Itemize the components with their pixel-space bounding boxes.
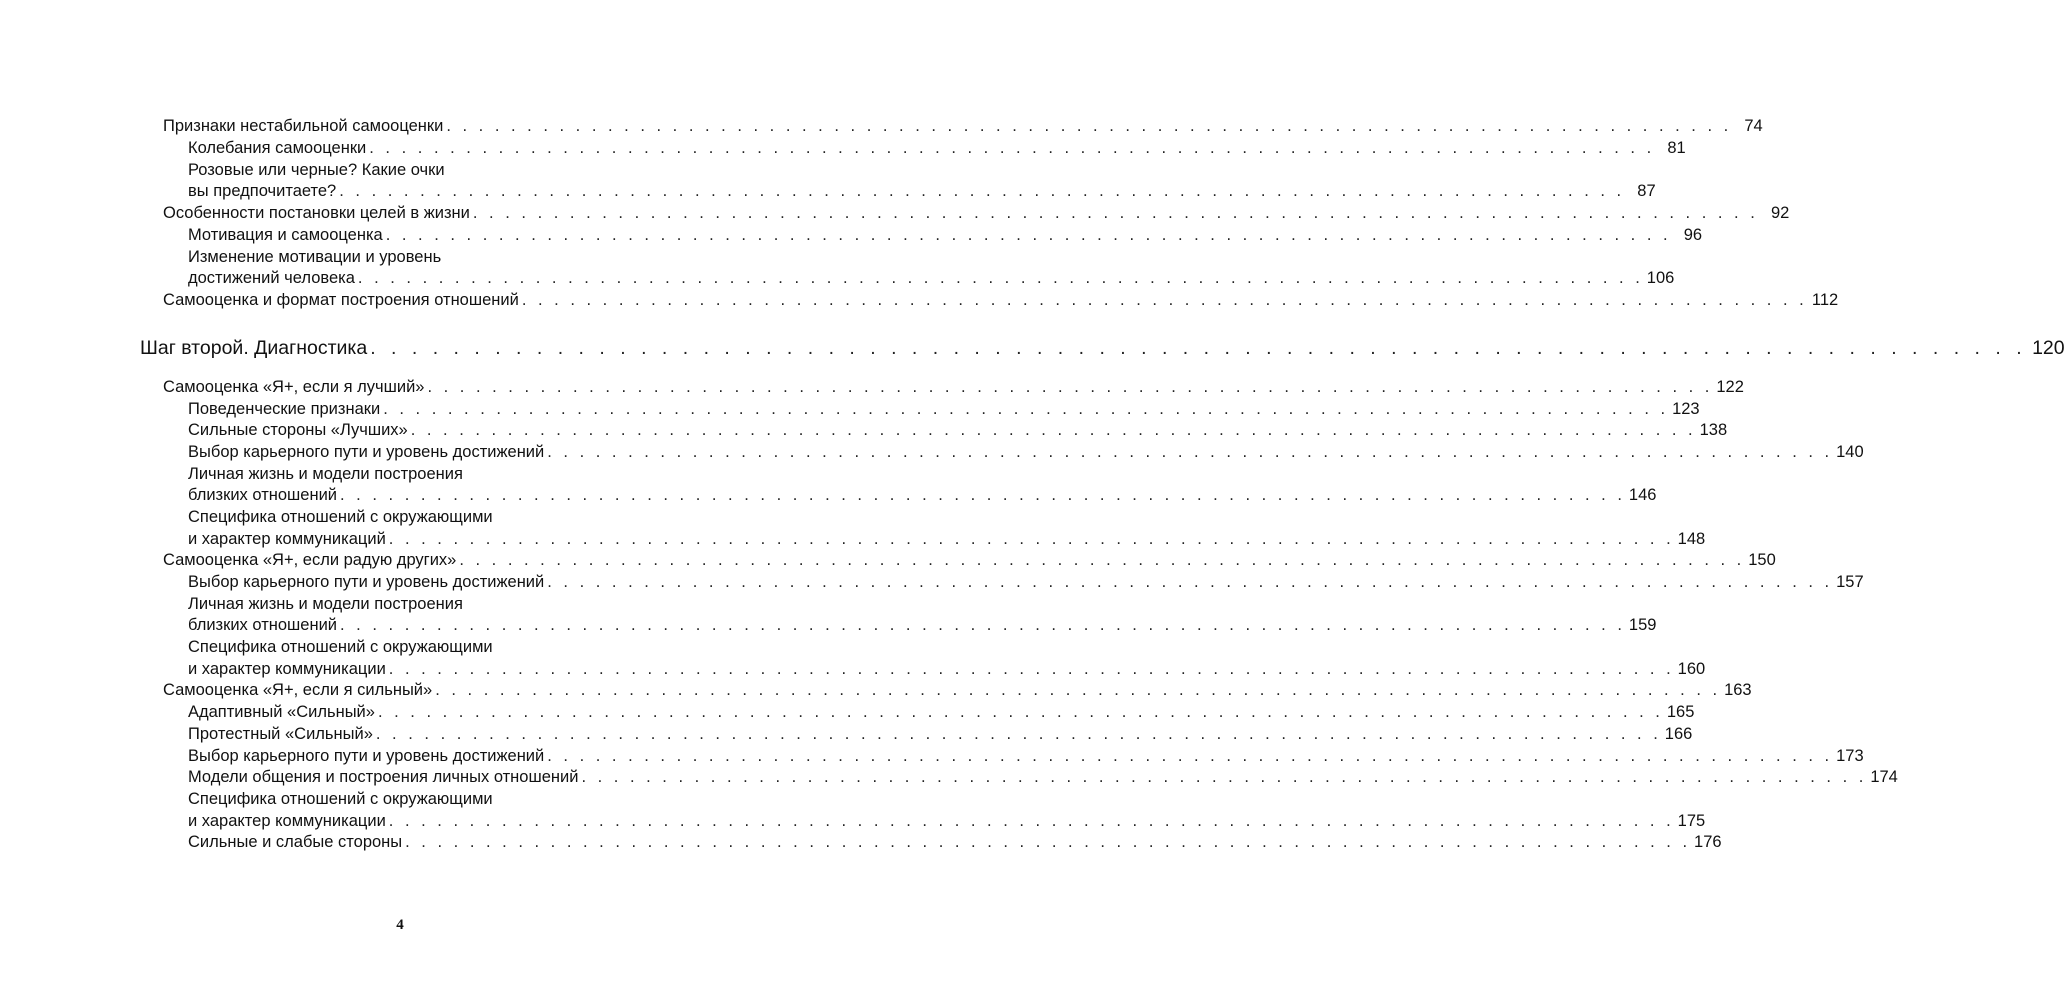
dot-leader: . . . . . . . . . . . . . . . . . . . . . . . . . . . . . . . . . . . . . . . . . . . . . . . . . . . . . . . . . . . . . . . . . . . . . . . . . . . . . . . . bbox=[370, 337, 2027, 359]
dot-leader: . . . . . . . . . . . . . . . . . . . . . . . . . . . . . . . . . . . . . . . . . . . . . . . . . . . . . . . . . . . . . . . . . . . . . . . . . . . . . . . . bbox=[547, 443, 1833, 461]
toc-entry bbox=[188, 247, 691, 267]
toc-entry-title: Специфика отношений с окружающими bbox=[188, 638, 493, 656]
toc-entry bbox=[163, 116, 1763, 136]
toc-entry-title: Выбор карьерного пути и уровень достижений bbox=[188, 747, 545, 765]
toc-entry-title: Особенности постановки целей в жизни bbox=[163, 204, 470, 222]
toc-entry bbox=[188, 138, 1686, 158]
toc-entry-page: 87 bbox=[1637, 182, 1656, 200]
dot-leader: . . . . . . . . . . . . . . . . . . . . . . . . . . . . . . . . . . . . . . . . . . . . . . . . . . . . . . . . . . . . . . . . . . . . . . . . . . . . . . . . bbox=[581, 768, 1867, 786]
toc-entry-title: и характер коммуникации bbox=[188, 812, 386, 830]
toc-entry bbox=[188, 746, 1864, 766]
toc-entry bbox=[188, 420, 1728, 440]
dot-leader: . . . . . . . . . . . . . . . . . . . . . . . . . . . . . . . . . . . . . . . . . . . . . . . . . . . . . . . . . . . . . . . . . . . . . . . . . . . . . . . . bbox=[383, 400, 1669, 418]
toc-entry-title: Шаг второй. Диагностика bbox=[140, 337, 368, 359]
toc-entry-title: вы предпочитаете? bbox=[188, 182, 337, 200]
dot-leader: . . . . . . . . . . . . . . . . . . . . . . . . . . . . . . . . . . . . . . . . . . . . . . . . . . . . . . . . . . . . . . . . . . . . . . . . . . . . . . . . bbox=[435, 681, 1721, 699]
toc-entry-page: 160 bbox=[1677, 660, 1706, 678]
dot-leader: . . . . . . . . . . . . . . . . . . . . . . . . . . . . . . . . . . . . . . . . . . . . . . . . . . . . . . . . . . . . . . . . . . . . . . . . . . . . . . . . bbox=[388, 530, 1675, 548]
dot-leader: . . . . . . . . . . . . . . . . . . . . . . . . . . . . . . . . . . . . . . . . . . . . . . . . . . . . . . . . . . . . . . . . . . . . . . . . . . . . . . . . bbox=[427, 378, 1713, 396]
toc-entry bbox=[188, 225, 1703, 245]
toc-entry-page: 148 bbox=[1677, 530, 1706, 548]
dot-leader: . . . . . . . . . . . . . . . . . . . . . . . . . . . . . . . . . . . . . . . . . . . . . . . . . . . . . . . . . . . . . . . . . . . . . . . . . . . . . . . . bbox=[369, 139, 1655, 157]
toc-entry bbox=[188, 160, 691, 180]
toc-entry-page: 140 bbox=[1836, 443, 1864, 461]
toc-entry bbox=[188, 659, 1706, 679]
toc-entry-title: Мотивация и самооценка bbox=[188, 226, 383, 244]
dot-leader: . . . . . . . . . . . . . . . . . . . . . . . . . . . . . . . . . . . . . . . . . . . . . . . . . . . . . . . . . . . . . . . . . . . . . . . . . . . . . . . . bbox=[375, 725, 1662, 743]
toc-entry bbox=[188, 832, 1722, 852]
toc-entry bbox=[188, 464, 691, 484]
toc-entry-page: 159 bbox=[1628, 616, 1657, 634]
toc-entry-page: 123 bbox=[1672, 400, 1700, 418]
toc-entry bbox=[188, 485, 1657, 505]
dot-leader: . . . . . . . . . . . . . . . . . . . . . . . . . . . . . . . . . . . . . . . . . . . . . . . . . . . . . . . . . . . . . . . . . . . . . . . . . . . . . . . . bbox=[339, 182, 1625, 200]
toc-entry bbox=[188, 637, 691, 657]
toc-entry-page: 112 bbox=[1811, 291, 1839, 309]
toc-entry-title: Самооценка «Я+, если я лучший» bbox=[163, 378, 425, 396]
toc-entry-page: 106 bbox=[1646, 269, 1675, 287]
toc-entry-title: Изменение мотивации и уровень bbox=[188, 248, 442, 266]
toc-entry-page: 96 bbox=[1683, 226, 1703, 244]
toc-entry-title: Специфика отношений с окружающими bbox=[188, 508, 493, 526]
toc-entry-title: Протестный «Сильный» bbox=[188, 725, 373, 743]
toc-entry bbox=[188, 789, 691, 809]
toc-entry-title: Сильные и слабые стороны bbox=[188, 833, 403, 851]
dot-leader: . . . . . . . . . . . . . . . . . . . . . . . . . . . . . . . . . . . . . . . . . . . . . . . . . . . . . . . . . . . . . . . . . . . . . . . . . . . . . . . . bbox=[340, 616, 1626, 634]
toc-entry bbox=[188, 594, 691, 614]
toc-entry-title: близких отношений bbox=[188, 616, 338, 634]
toc-entry-title: близких отношений bbox=[188, 486, 338, 504]
toc-entry bbox=[163, 290, 1839, 310]
toc-entry-title: и характер коммуникации bbox=[188, 660, 386, 678]
toc-entry bbox=[163, 377, 1744, 397]
toc-entry-page: 163 bbox=[1724, 681, 1752, 699]
dot-leader: . . . . . . . . . . . . . . . . . . . . . . . . . . . . . . . . . . . . . . . . . . . . . . . . . . . . . . . . . . . . . . . . . . . . . . . . . . . . . . . . bbox=[521, 291, 1808, 309]
toc-entry-page: 176 bbox=[1694, 833, 1722, 851]
toc-entry-title: Поведенческие признаки bbox=[188, 400, 381, 418]
dot-leader: . . . . . . . . . . . . . . . . . . . . . . . . . . . . . . . . . . . . . . . . . . . . . . . . . . . . . . . . . . . . . . . . . . . . . . . . . . . . . . . . bbox=[410, 421, 1697, 439]
dot-leader: . . . . . . . . . . . . . . . . . . . . . . . . . . . . . . . . . . . . . . . . . . . . . . . . . . . . . . . . . . . . . . . . . . . . . . . . . . . . . . . . bbox=[472, 204, 1759, 222]
toc-entry-page: 122 bbox=[1716, 378, 1744, 396]
dot-leader: . . . . . . . . . . . . . . . . . . . . . . . . . . . . . . . . . . . . . . . . . . . . . . . . . . . . . . . . . . . . . . . . . . . . . . . . . . . . . . . . bbox=[547, 573, 1833, 591]
toc-entry-page: 150 bbox=[1748, 551, 1776, 569]
dot-leader: . . . . . . . . . . . . . . . . . . . . . . . . . . . . . . . . . . . . . . . . . . . . . . . . . . . . . . . . . . . . . . . . . . . . . . . . . . . . . . . . bbox=[385, 226, 1672, 244]
toc-entry-title: Сильные стороны «Лучших» bbox=[188, 421, 408, 439]
toc-entry bbox=[163, 680, 1752, 700]
toc-entry-page: 92 bbox=[1770, 204, 1790, 222]
dot-leader: . . . . . . . . . . . . . . . . . . . . . . . . . . . . . . . . . . . . . . . . . . . . . . . . . . . . . . . . . . . . . . . . . . . . . . . . . . . . . . . . bbox=[547, 747, 1833, 765]
toc-entry-page: 165 bbox=[1666, 703, 1695, 721]
toc-entry-page: 146 bbox=[1628, 486, 1657, 504]
toc-entry-title: Самооценка «Я+, если радую других» bbox=[163, 551, 457, 569]
dot-leader: . . . . . . . . . . . . . . . . . . . . . . . . . . . . . . . . . . . . . . . . . . . . . . . . . . . . . . . . . . . . . . . . . . . . . . . . . . . . . . . . bbox=[340, 486, 1626, 504]
toc-entry-page: 138 bbox=[1699, 421, 1728, 439]
toc-entry bbox=[163, 203, 1790, 223]
toc-entry bbox=[163, 550, 1776, 570]
dot-leader: . . . . . . . . . . . . . . . . . . . . . . . . . . . . . . . . . . . . . . . . . . . . . . . . . . . . . . . . . . . . . . . . . . . . . . . . . . . . . . . . bbox=[405, 833, 1691, 851]
toc-entry-title: Выбор карьерного пути и уровень достижений bbox=[188, 573, 545, 591]
toc-entry-page: 175 bbox=[1677, 812, 1706, 830]
toc-entry-title: Модели общения и построения личных отношений bbox=[188, 768, 579, 786]
toc-entry-title: Личная жизнь и модели построения bbox=[188, 465, 463, 483]
dot-leader: . . . . . . . . . . . . . . . . . . . . . . . . . . . . . . . . . . . . . . . . . . . . . . . . . . . . . . . . . . . . . . . . . . . . . . . . . . . . . . . . bbox=[446, 117, 1732, 135]
toc-entry-title: Самооценка «Я+, если я сильный» bbox=[163, 681, 433, 699]
toc-entry bbox=[188, 767, 1898, 787]
toc-entry-page: 120 bbox=[2032, 337, 2065, 359]
toc-entry bbox=[188, 702, 1695, 722]
toc-entry-page: 157 bbox=[1836, 573, 1864, 591]
toc-entry bbox=[188, 268, 1675, 288]
toc-entry bbox=[188, 615, 1657, 635]
toc-entry-page: 174 bbox=[1870, 768, 1898, 786]
toc-entry bbox=[188, 507, 691, 527]
dot-leader: . . . . . . . . . . . . . . . . . . . . . . . . . . . . . . . . . . . . . . . . . . . . . . . . . . . . . . . . . . . . . . . . . . . . . . . . . . . . . . . . bbox=[388, 812, 1675, 830]
toc-entry-title: и характер коммуникаций bbox=[188, 530, 386, 548]
toc-entry bbox=[188, 181, 1656, 201]
toc-entry-page: 74 bbox=[1744, 117, 1763, 135]
toc-entry bbox=[188, 811, 1706, 831]
toc-entry bbox=[188, 442, 1864, 462]
dot-leader: . . . . . . . . . . . . . . . . . . . . . . . . . . . . . . . . . . . . . . . . . . . . . . . . . . . . . . . . . . . . . . . . . . . . . . . . . . . . . . . . bbox=[388, 660, 1675, 678]
toc-entry-title: Розовые или черные? Какие очки bbox=[188, 161, 445, 179]
toc-entry-title: Признаки нестабильной самооценки bbox=[163, 117, 444, 135]
toc-entry-title: Самооценка и формат построения отношений bbox=[163, 291, 519, 309]
toc-entry-title: Личная жизнь и модели построения bbox=[188, 595, 463, 613]
toc-entry-page: 173 bbox=[1836, 747, 1864, 765]
toc-entry bbox=[188, 724, 1693, 744]
dot-leader: . . . . . . . . . . . . . . . . . . . . . . . . . . . . . . . . . . . . . . . . . . . . . . . . . . . . . . . . . . . . . . . . . . . . . . . . . . . . . . . . bbox=[459, 551, 1745, 569]
dot-leader: . . . . . . . . . . . . . . . . . . . . . . . . . . . . . . . . . . . . . . . . . . . . . . . . . . . . . . . . . . . . . . . . . . . . . . . . . . . . . . . . bbox=[377, 703, 1664, 721]
toc-entry-title: Колебания самооценки bbox=[188, 139, 367, 157]
toc-entry-page: 81 bbox=[1667, 139, 1686, 157]
toc-entry-page: 166 bbox=[1664, 725, 1693, 743]
toc-entry bbox=[188, 572, 1864, 592]
toc-entry-title: Адаптивный «Сильный» bbox=[188, 703, 375, 721]
toc-part-heading bbox=[140, 336, 2065, 360]
toc-entry bbox=[188, 529, 1706, 549]
page-number: 4 bbox=[396, 917, 404, 933]
toc-entry-title: Выбор карьерного пути и уровень достижений bbox=[188, 443, 545, 461]
toc-entry bbox=[188, 399, 1700, 419]
toc-entry-title: Специфика отношений с окружающими bbox=[188, 790, 493, 808]
dot-leader: . . . . . . . . . . . . . . . . . . . . . . . . . . . . . . . . . . . . . . . . . . . . . . . . . . . . . . . . . . . . . . . . . . . . . . . . . . . . . . . . bbox=[357, 269, 1644, 287]
toc-entry-title: достижений человека bbox=[188, 269, 355, 287]
